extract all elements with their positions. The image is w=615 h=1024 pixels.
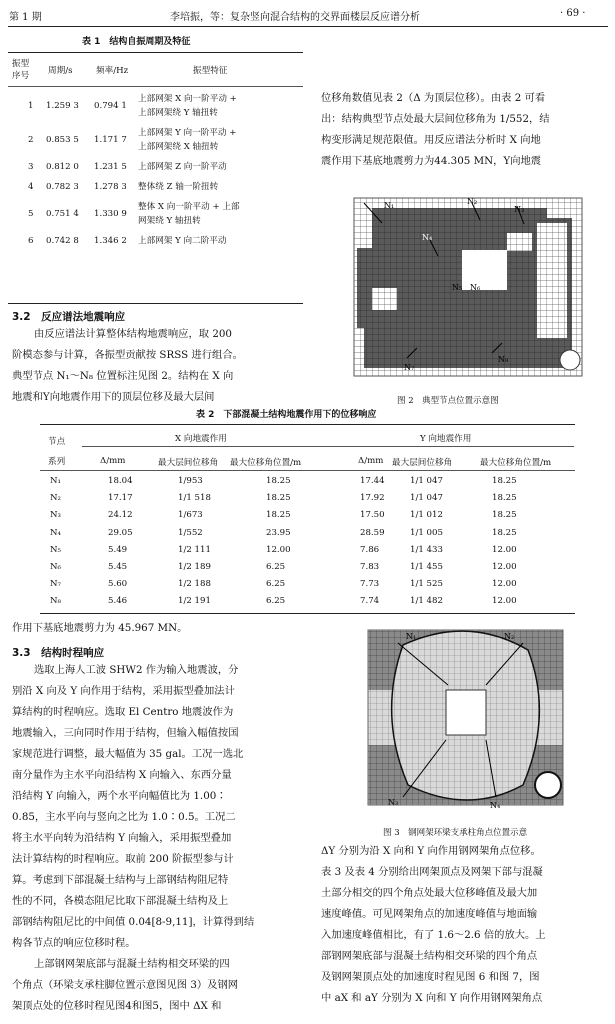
cell-frequency: 1.346 2 <box>94 236 127 246</box>
para-line: 地震输入，三向同时作用于结构，但输入幅值按国 <box>12 727 239 739</box>
para-line: 中 aX 和 aY 分别为 X 向和 Y 向作用钢网架角点 <box>321 992 543 1004</box>
table2-cell: 7.74 <box>360 596 380 607</box>
header-rule <box>8 26 608 27</box>
cell-period: 0.751 4 <box>46 209 79 219</box>
table2-cell: 1/673 <box>178 510 203 521</box>
cell-period: 1.259 3 <box>46 101 79 111</box>
table2-cell: 18.25 <box>492 510 517 521</box>
table2-cell: 17.17 <box>108 493 133 504</box>
fig3-label-n1: N₁ <box>406 632 417 641</box>
cell-mode-no: 1 <box>28 101 34 111</box>
para-line: ΔY 分别为沿 X 向和 Y 向作用钢网架角点位移。 <box>321 845 541 857</box>
table2-node: N₃ <box>50 510 61 521</box>
para-line: 算结构的时程响应。选取 El Centro 地震波作为 <box>12 706 234 718</box>
fig2-label-n5: N₅ <box>452 283 463 292</box>
table1-title: 表 1 结构自振周期及特征 <box>82 37 191 47</box>
cell-period: 0.853 5 <box>46 135 79 145</box>
fig2-label-n1: N₁ <box>384 201 395 210</box>
para-line: 上部钢网架底部与混凝土结构相交环梁的四 <box>34 958 230 970</box>
cell-feature: 上部网架 Z 向一阶平动 <box>138 162 227 172</box>
table2-node: N₁ <box>50 476 61 486</box>
cell-period: 0.742 8 <box>46 236 79 246</box>
cell-feature: 上部网架绕 Y 轴扭转 <box>138 108 218 118</box>
table2-cell: 6.25 <box>266 596 286 607</box>
para-line: 家规范进行调整，最大幅值为 35 gal。工况一选北 <box>12 748 244 760</box>
table1-header-no: 振型序号 <box>12 59 30 81</box>
cell-mode-no: 3 <box>28 162 34 172</box>
table2-node-header <box>48 432 65 472</box>
table1-header-period: 周期/s <box>48 66 73 76</box>
table2-cell: 1/1 525 <box>410 579 443 590</box>
para-line: 位移角数值见表 2（Δ 为顶层位移）。由表 2 可看 <box>321 92 546 104</box>
table2-group-y: Y 向地震作用 <box>420 434 472 444</box>
section-3-3-body <box>12 660 312 1017</box>
right-top-paragraph <box>321 88 606 172</box>
para-line: 部钢网架底部与混凝土结构相交环梁的四个角点 <box>321 950 538 962</box>
para-line: 地震和Y向地震作用下的顶层位移及最大层间 <box>12 391 215 403</box>
para-line: 选取上海人工波 SHW2 作为输入地震波，分 <box>34 664 239 676</box>
cell-mode-no: 4 <box>28 182 34 192</box>
cell-feature: 上部网架 Y 向二阶平动 <box>138 236 227 246</box>
para-line: 沿结构 Y 向输入，两个水平向幅值比为 1.00∶ <box>12 790 227 802</box>
table2-cell: 23.95 <box>266 527 291 538</box>
table1-header-freq: 频率/Hz <box>96 66 129 76</box>
cell-mode-no: 5 <box>28 209 34 219</box>
table2-cell: 18.25 <box>266 493 291 504</box>
cell-feature: 网架绕 Y 轴扭转 <box>138 216 201 226</box>
table1-row <box>8 92 303 126</box>
fig2-label-n6: N₆ <box>470 283 481 292</box>
table1-bottom-rule <box>8 303 303 304</box>
para-line: 出：结构典型节点处最大层间位移角为 1/552，结 <box>321 113 550 125</box>
figure-3-ring-beam <box>358 625 573 812</box>
table1-row <box>8 234 303 254</box>
cell-feature: 上部网架 X 向一阶平动 + <box>138 94 237 104</box>
figure-2-caption: 图 2 典型节点位置示意图 <box>397 396 499 406</box>
para-line: 法计算结构的时程响应。取前 200 阶振型参与计 <box>12 853 234 865</box>
cell-frequency: 1.171 7 <box>94 135 127 145</box>
para-line: 震作用下基底地震剪力为44.305 MN，Y向地震 <box>321 155 542 167</box>
table2-cell: 7.83 <box>360 562 380 572</box>
table2-cell: 18.25 <box>492 493 517 504</box>
table2-subheader: Δ/mm <box>100 456 126 466</box>
table2-group-rule <box>82 446 574 447</box>
table2-cell: 18.04 <box>108 476 133 486</box>
fig2-label-n2: N₂ <box>467 197 478 206</box>
para-line: 构各节点的响应位移时程。 <box>12 937 136 949</box>
cell-feature: 整体 X 向一阶平动 + 上部 <box>138 202 240 212</box>
section-3-3-title: 3.3 结构时程响应 <box>12 647 105 659</box>
table2-cell: 5.46 <box>108 596 128 607</box>
section-3-2-body <box>12 324 302 408</box>
para-line: 部钢结构阻尼比的中间值 0.04[8-9,11]，计算得到结 <box>12 916 255 928</box>
table2-cell: 1/1 518 <box>178 493 211 504</box>
cell-frequency: 0.794 1 <box>94 101 127 111</box>
table2-series-label: 系列 <box>48 457 66 467</box>
table2-cell: 12.00 <box>492 596 517 607</box>
para-line: 阶模态参与计算，各振型贡献按 SRSS 进行组合。 <box>12 349 243 361</box>
para-line: 速度峰值。可见网架角点的加速度峰值与地面输 <box>321 908 538 920</box>
table2-cell: 1/1 047 <box>410 493 443 504</box>
table2-cell: 6.25 <box>266 562 286 572</box>
table2-cell: 1/2 191 <box>178 596 211 607</box>
table2-cell: 1/2 111 <box>178 544 211 555</box>
table2-cell: 17.50 <box>360 510 385 521</box>
table2-cell: 18.25 <box>492 476 517 486</box>
cell-frequency: 1.231 5 <box>94 162 127 172</box>
para-line: 性的不同，各模态阻尼比取下部混凝土结构及上 <box>12 895 229 907</box>
para-line: 架顶点处的位移时程见图4和图5，图中 ΔX 和 <box>12 1000 222 1012</box>
table2-cell: 5.45 <box>108 562 128 572</box>
section-3-3-lead <box>12 618 312 639</box>
page-number: · 69 · <box>560 8 586 19</box>
para-line: 及钢网架顶点处的加速度时程见图 6 和图 7，图 <box>321 971 540 983</box>
table2-cell: 24.12 <box>108 510 133 521</box>
table2-cell: 1/2 188 <box>178 579 211 590</box>
table2-cell: 1/953 <box>178 476 203 486</box>
table2-cell: 12.00 <box>492 544 517 555</box>
table2-cell: 17.92 <box>360 493 385 504</box>
table2-subheader: Δ/mm <box>358 456 384 466</box>
table2-cell: 12.00 <box>492 579 517 590</box>
table1-row <box>8 160 303 180</box>
table2-node: N₄ <box>50 527 61 538</box>
table2-top-rule <box>40 424 575 425</box>
floor-plan-drawing <box>342 178 592 383</box>
table1-header-feature: 振型特征 <box>193 66 228 76</box>
para-line: 典型节点 N₁～N₈ 位置标注见图 2。结构在 X 向 <box>12 370 234 382</box>
running-title: 李培振，等：复杂竖向混合结构的交界面楼层反应谱分析 <box>170 12 420 23</box>
cell-feature: 上部网架 Y 向一阶平动 + <box>138 128 237 138</box>
table1-row <box>8 180 303 200</box>
table2-cell: 1/1 012 <box>410 510 443 521</box>
table2-cell: 18.25 <box>492 527 517 538</box>
cell-mode-no: 2 <box>28 135 34 145</box>
fig2-label-n7: N₇ <box>404 363 415 372</box>
cell-frequency: 1.330 9 <box>94 209 127 219</box>
para-line: 由反应谱法计算整体结构地震响应，取 200 <box>34 328 232 340</box>
cell-feature: 上部网架绕 X 轴扭转 <box>138 142 219 152</box>
table2-cell: 18.25 <box>266 476 291 486</box>
table2-subheader: 最大位移角位置/m <box>480 458 552 468</box>
fig2-label-n4: N₄ <box>422 233 433 242</box>
para-line: 作用下基底地震剪力为 45.967 MN。 <box>12 622 188 634</box>
table2-cell: 28.59 <box>360 527 385 538</box>
figure-3-caption: 图 3 钢网架环梁支承柱角点位置示意 <box>383 828 528 838</box>
fig3-label-n2: N₂ <box>504 632 515 641</box>
para-line: 土部分相交的四个角点处最大位移峰值及最大加 <box>321 887 538 899</box>
table2-cell: 18.25 <box>266 510 291 521</box>
cell-mode-no: 6 <box>28 236 34 246</box>
table2-cell: 1/2 189 <box>178 562 211 572</box>
table2-cell: 5.60 <box>108 579 128 590</box>
table1-mid-rule <box>8 86 303 87</box>
para-line: 入加速度峰值相比，有了 1.6～2.6 倍的放大。上 <box>321 929 546 941</box>
para-line: 算。考虑到下部混凝土结构与上部钢结构阻尼特 <box>12 874 229 886</box>
fig2-label-n8: N₈ <box>498 355 509 364</box>
table2-cell: 6.25 <box>266 579 286 590</box>
table2-cell: 5.49 <box>108 544 128 555</box>
table2-node-label: 节点 <box>48 437 66 447</box>
cell-period: 0.782 3 <box>46 182 79 192</box>
table2-node: N₂ <box>50 493 61 504</box>
table2-cell: 7.73 <box>360 579 380 590</box>
table2-node: N₆ <box>50 562 61 572</box>
section-3-2-title: 3.2 反应谱法地震响应 <box>12 311 126 323</box>
table2-cell: 17.44 <box>360 476 385 486</box>
para-line: 构变形满足规范限值。用反应谱法分析时 X 向地 <box>321 134 541 146</box>
table1-row <box>8 126 303 160</box>
table2-bottom-rule <box>40 613 575 614</box>
para-line: 表 3 及表 4 分别给出网架顶点及网架下部与混凝 <box>321 866 543 878</box>
table2-cell: 1/1 482 <box>410 596 443 607</box>
para-line: 将主水平向转为沿结构 Y 向输入，采用振型叠加 <box>12 832 232 844</box>
para-line: 别沿 X 向及 Y 向作用于结构，采用振型叠加法计 <box>12 685 235 697</box>
fig3-label-n4: N₄ <box>490 801 501 810</box>
table1-top-rule <box>8 52 303 53</box>
cell-frequency: 1.278 3 <box>94 182 127 192</box>
table2-cell: 1/1 433 <box>410 544 443 555</box>
table2-cell: 29.05 <box>108 527 133 538</box>
table2-subheader: 最大位移角位置/m <box>230 458 302 468</box>
figure-2-node-plan <box>342 178 592 383</box>
fig2-label-n3: N₃ <box>514 205 525 214</box>
table1-row <box>8 200 303 234</box>
table2-title: 表 2 下部混凝土结构地震作用下的位移响应 <box>196 410 377 420</box>
table2-node: N₇ <box>50 579 61 590</box>
para-line: 个角点（环梁支承柱脚位置示意图见图 3）及钢网 <box>12 979 239 991</box>
ring-beam-drawing <box>358 625 573 812</box>
para-line: 0.85，主水平向与竖向之比为 1.0∶0.5。工况二 <box>12 811 236 823</box>
table2-cell: 12.00 <box>266 544 291 555</box>
table2-cell: 1/552 <box>178 527 203 538</box>
para-line: 南分量作为主水平向沿结构 X 向输入、东西分量 <box>12 769 232 781</box>
table2-mid-rule <box>40 470 575 471</box>
journal-issue: 第 1 期 <box>9 12 42 23</box>
table2-cell: 1/1 455 <box>410 562 443 572</box>
fig3-label-n3: N₃ <box>388 798 399 807</box>
table2-group-x: X 向地震作用 <box>175 434 227 444</box>
right-bottom-paragraph <box>321 841 606 1009</box>
table2-node: N₅ <box>50 544 61 555</box>
cell-period: 0.812 0 <box>46 162 79 172</box>
table2-cell: 12.00 <box>492 562 517 572</box>
table2-cell: 7.86 <box>360 544 380 555</box>
table2-node: N₈ <box>50 596 61 607</box>
table2-cell: 1/1 047 <box>410 476 443 486</box>
table2-subheader: 最大层间位移角 <box>158 458 219 468</box>
table2-subheader: 最大层间位移角 <box>392 458 453 468</box>
table2-cell: 1/1 005 <box>410 527 443 538</box>
cell-feature: 整体绕 Z 轴一阶扭转 <box>138 182 219 192</box>
